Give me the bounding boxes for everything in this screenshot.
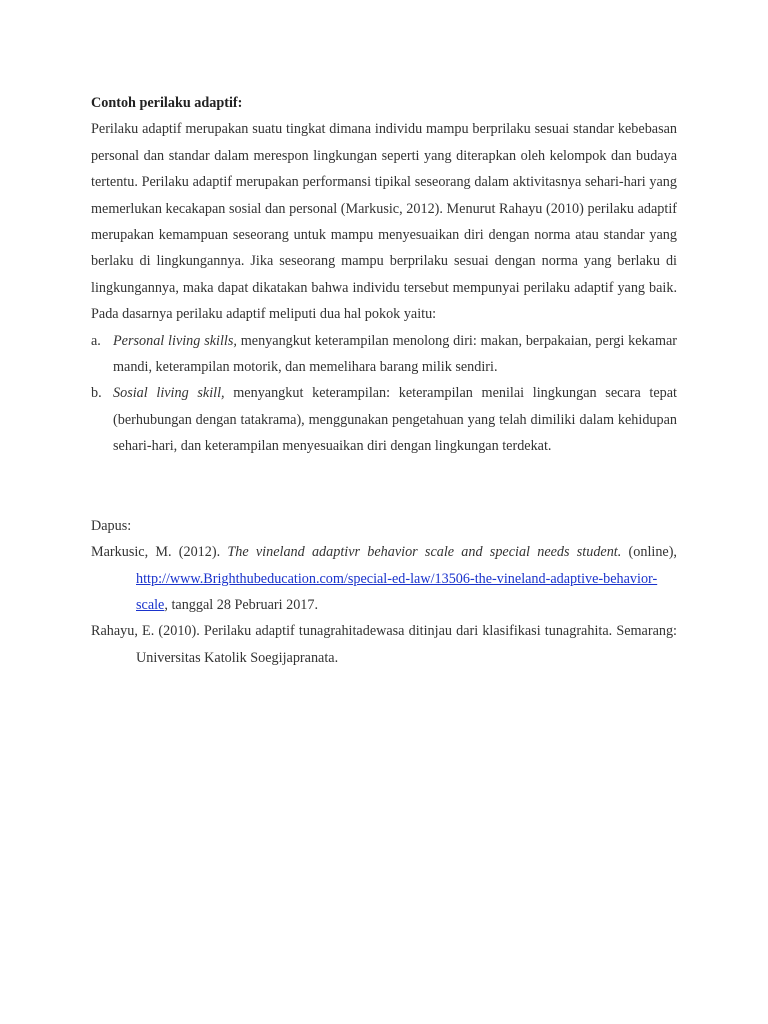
reference-online: (online), — [621, 544, 677, 561]
list-item-personal-living-skills — [91, 328, 677, 381]
section-spacer — [91, 460, 677, 513]
reference-title: The vineland adaptivr behavior scale and special needs student. — [227, 544, 622, 561]
list-text: menyangkut keterampilan: keterampilan menilai lingkungan secara tepat (berhubungan dengan tatakrama), menggunakan pengetahuan yang telah dimiliki dalam kehidupan sehari-hari, dan keterampilan menyesuaikan diri dengan lingkungan terdekat. — [113, 385, 678, 455]
reference-access-date: , tanggal 28 Pebruari 2017. — [164, 596, 319, 613]
list-term: Personal living skills, — [113, 332, 237, 349]
body-paragraph: Perilaku adaptif merupakan suatu tingkat dimana individu mampu berprilaku sesuai standar kebebasan personal dan standar dalam merespon lingkungan seperti yang diterapkan oleh kelompok dan budaya tertentu. Perilaku adaptif merupakan performansi tipikal seseorang dalam aktivitasnya sehari-hari yang memerlukan kecakapan sosial dan personal (Markusic, 2012). Menurut Rahayu (2010) perilaku adaptif merupakan kemampuan seseorang untuk mampu menyesuaikan diri dengan norma atau standar yang berlaku di lingkungannya. Jika seseorang mampu berprilaku sesuai dengan norma yang berlaku di lingkungannya, maka dapat dikatakan bahwa individu tersebut mempunyai perilaku adaptif yang baik. Pada dasarnya perilaku adaptif meliputi dua hal pokok yaitu: — [91, 121, 677, 323]
reference-link[interactable]: http://www.Brighthubeducation.com/special-ed-law/13506-the-vineland-adaptive-behavior-scale — [136, 570, 658, 613]
document-page — [91, 90, 677, 671]
reference-rahayu: Rahayu, E. (2010). Perilaku adaptif tunagrahitadewasa ditinjau dari klasifikasi tunagrahita. Semarang: Universitas Katolik Soegijapranata. — [91, 623, 677, 666]
skills-list — [91, 328, 677, 460]
list-marker: a. — [91, 332, 101, 349]
references-heading: Dapus: — [91, 517, 132, 534]
list-text: menyangkut keterampilan menolong diri: makan, berpakaian, pergi kekamar mandi, keterampilan motorik, dan memelihara barang milik sendiri. — [113, 332, 677, 376]
list-marker: b. — [91, 385, 102, 402]
reference-markusic — [91, 539, 677, 618]
list-term: Sosial living skill, — [113, 385, 225, 402]
list-item-sosial-living-skill — [91, 380, 677, 459]
reference-author: Markusic, M. (2012). — [91, 544, 228, 561]
section-heading: Contoh perilaku adaptif: — [91, 95, 243, 111]
